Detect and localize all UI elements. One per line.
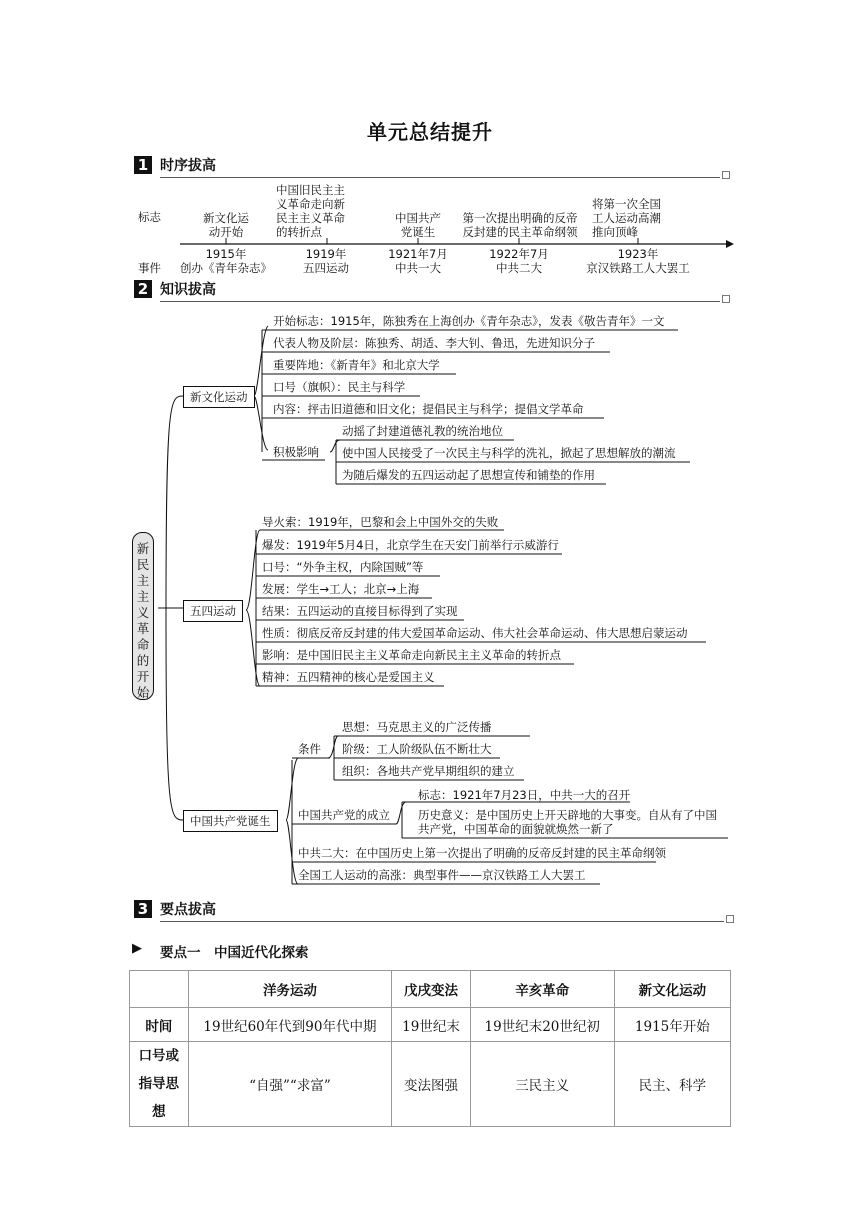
table-cell: 19世纪60年代到90年代中期 <box>188 1008 392 1042</box>
section-corner-mark-3 <box>726 915 734 923</box>
table-header-row <box>130 971 731 1008</box>
timeline-mark-4: 第一次提出明确的反帝 反封建的民主革命纲领 <box>462 211 578 239</box>
table-cell: 19世纪末 <box>392 1008 471 1042</box>
node-may-fourth-movement: 五四运动 <box>183 600 243 622</box>
key-point-bullet-icon: ▶ <box>132 941 142 956</box>
comparison-table <box>129 970 731 1127</box>
table-header-cell: 戊戌变法 <box>392 971 471 1008</box>
may4-item-2: 爆发：1919年5月4日，北京学生在天安门前举行示威游行 <box>262 538 559 552</box>
table-cell: 变法图强 <box>392 1042 471 1127</box>
nca-item-2: 代表人物及阶层：陈独秀、胡适、李大钊、鲁迅，先进知识分子 <box>273 336 595 350</box>
table-row <box>130 1008 731 1042</box>
table-header-cell: 新文化运动 <box>614 971 730 1008</box>
timeline-year-3: 1921年7月 <box>388 247 448 261</box>
section-number-1: 1 <box>134 156 152 174</box>
condition-item-1: 思想：马克思主义的广泛传播 <box>342 720 492 734</box>
timeline-year-2: 1919年 <box>305 247 347 261</box>
condition-item-3: 组织：各地共产党早期组织的建立 <box>342 764 515 778</box>
section-title-1: 时序拔高 <box>160 158 216 174</box>
node-party-founding: 中国共产党的成立 <box>298 808 390 822</box>
table-cell: 民主、科学 <box>614 1042 730 1127</box>
page-title: 单元总结提升 <box>367 120 493 144</box>
may4-item-8: 精神：五四精神的核心是爱国主义 <box>262 670 435 684</box>
nca-item-4: 口号（旗帜）：民主与科学 <box>273 380 406 394</box>
section-title-3: 要点拔高 <box>160 902 216 918</box>
may4-item-5: 结果：五四运动的直接目标得到了实现 <box>262 604 458 618</box>
timeline-mark-1: 新文化运 动开始 <box>203 211 249 239</box>
founding-item-1: 标志：1921年7月23日，中共一大的召开 <box>418 788 631 802</box>
section-title-2: 知识拔高 <box>160 282 216 298</box>
timeline-event-1: 创办《青年杂志》 <box>180 261 272 275</box>
section-divider-3 <box>160 921 724 922</box>
timeline-event-3: 中共一大 <box>395 261 441 275</box>
timeline-label-marks: 标志 <box>138 210 161 224</box>
timeline-year-1: 1915年 <box>205 247 247 261</box>
section-header-3 <box>134 900 738 922</box>
condition-item-2: 阶级：工人阶级队伍不断壮大 <box>342 742 492 756</box>
table-cell: “自强”“求富” <box>188 1042 392 1127</box>
may4-item-1: 导火索：1919年，巴黎和会上中国外交的失败 <box>262 515 499 529</box>
nca-item-1: 开始标志：1915年，陈独秀在上海创办《青年杂志》，发表《敬告青年》一文 <box>273 314 665 328</box>
influence-item-2: 使中国人民接受了一次民主与科学的洗礼，掀起了思想解放的潮流 <box>342 446 676 460</box>
timeline-mark-2: 中国旧民主主 义革命走向新 民主主义革命 的转折点 <box>276 183 345 239</box>
table-header-cell: 辛亥革命 <box>470 971 614 1008</box>
section-number-3: 3 <box>134 900 152 918</box>
section-number-2: 2 <box>134 280 152 298</box>
may4-item-3: 口号：“外争主权，内除国贼”等 <box>262 560 424 574</box>
timeline-mark-3: 中国共产 党诞生 <box>395 211 441 239</box>
timeline-event-5: 京汉铁路工人大罢工 <box>586 261 690 275</box>
table-row-header: 时间 <box>130 1008 189 1042</box>
table-header-cell: 洋务运动 <box>188 971 392 1008</box>
timeline-year-5: 1923年 <box>617 247 659 261</box>
may4-item-7: 影响：是中国旧民主主义革命走向新民主主义革命的转折点 <box>262 648 561 662</box>
influence-item-1: 动摇了封建道德礼教的统治地位 <box>342 424 503 438</box>
ccp-item-2: 全国工人运动的高涨：典型事件——京汉铁路工人大罢工 <box>298 868 586 882</box>
table-cell: 三民主义 <box>470 1042 614 1127</box>
influence-item-3: 为随后爆发的五四运动起了思想宣传和铺垫的作用 <box>342 468 595 482</box>
may4-item-4: 发展：学生→工人；北京→上海 <box>262 582 420 596</box>
timeline-event-2: 五四运动 <box>303 261 349 275</box>
table-cell: 19世纪末20世纪初 <box>470 1008 614 1042</box>
table-row-header: 口号或指导思想 <box>130 1042 189 1127</box>
timeline-mark-5: 将第一次全国 工人运动高潮 推向顶峰 <box>592 197 661 239</box>
node-new-culture-movement: 新文化运动 <box>183 386 255 408</box>
table-header-cell <box>130 971 189 1008</box>
table-cell: 1915年开始 <box>614 1008 730 1042</box>
founding-item-2: 历史意义：是中国历史上开天辟地的大事变。自从有了中国 共产党，中国革命的面貌就焕然一新了 <box>418 808 717 836</box>
timeline-event-4: 中共二大 <box>496 261 542 275</box>
may4-item-6: 性质：彻底反帝反封建的伟大爱国革命运动、伟大社会革命运动、伟大思想启蒙运动 <box>262 626 688 640</box>
nca-item-3: 重要阵地：《新青年》和北京大学 <box>273 358 440 372</box>
node-positive-influence: 积极影响 <box>273 445 319 459</box>
timeline-year-4: 1922年7月 <box>489 247 549 261</box>
nca-item-5: 内容：抨击旧道德和旧文化；提倡民主与科学；提倡文学革命 <box>273 402 584 416</box>
timeline-label-events: 事件 <box>138 261 161 275</box>
mindmap-root: 新民主主义革命的开始 <box>132 532 154 700</box>
node-conditions: 条件 <box>298 742 321 756</box>
ccp-item-1: 中共二大：在中国历史上第一次提出了明确的反帝反封建的民主革命纲领 <box>298 846 666 860</box>
node-ccp-founding: 中国共产党诞生 <box>183 810 278 832</box>
key-point-title: 要点一 中国近代化探索 <box>160 945 309 961</box>
table-row <box>130 1042 731 1127</box>
